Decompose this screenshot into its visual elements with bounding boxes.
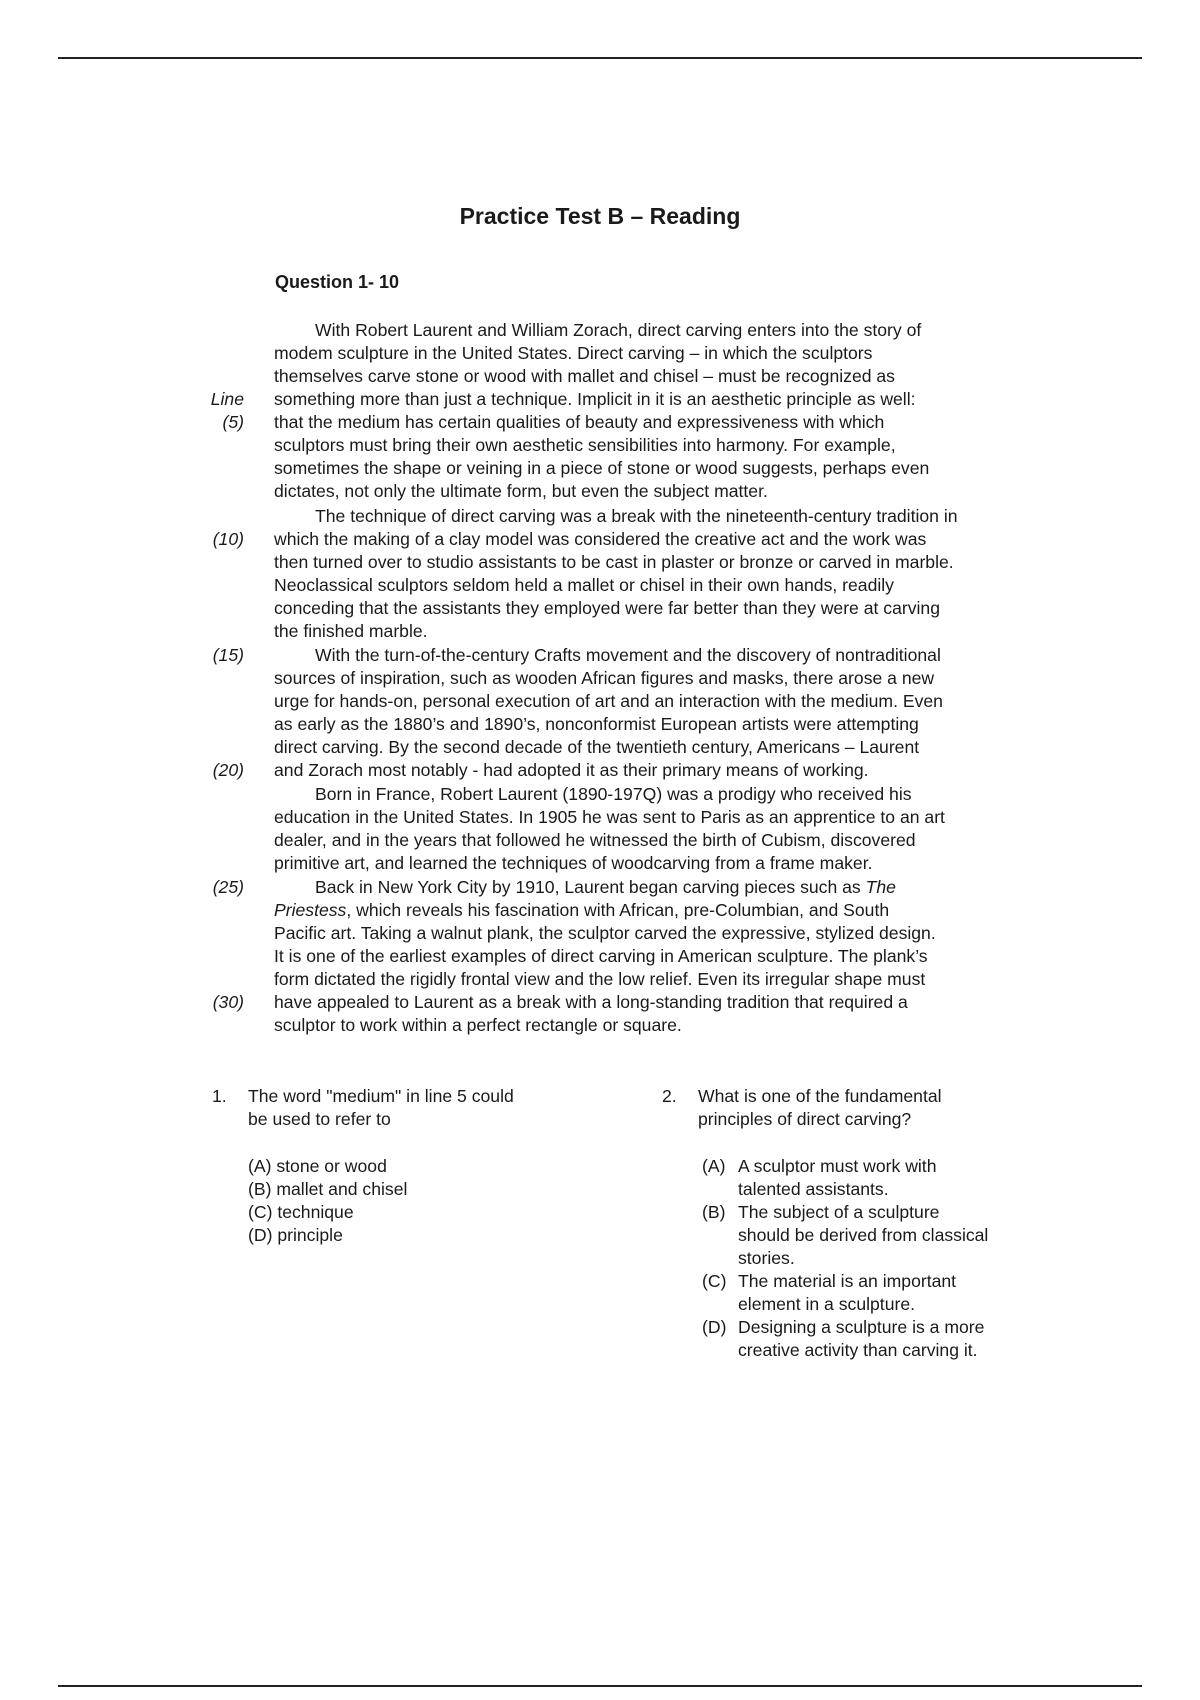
answer-option-c[interactable] — [248, 1201, 354, 1224]
option-text: element in a sculpture. — [738, 1294, 916, 1314]
passage-line: form dictated the rigidly frontal view and the low relief. Even its irregular shape must — [274, 969, 926, 989]
passage-line: conceding that the assistants they employed were far better than they were at carving — [274, 598, 941, 618]
passage-line: It is one of the earliest examples of direct carving in American sculpture. The plank’s — [274, 946, 928, 966]
page-title: Practice Test B – Reading — [459, 203, 741, 229]
passage-text: Back in New York City by 1910, Laurent began carving pieces such as — [315, 877, 866, 897]
passage-line: dealer, and in the years that followed he witnessed the birth of Cubism, discovered — [274, 830, 916, 850]
question-number: 1. — [212, 1086, 227, 1106]
option-text: The subject of a sculpture — [738, 1202, 940, 1222]
answer-option-b[interactable] — [248, 1178, 407, 1201]
question-text: The word "medium" in line 5 could — [248, 1086, 514, 1106]
option-label: (C) — [248, 1202, 273, 1222]
passage-line: as early as the 1880’s and 1890’s, nonconformist European artists were attempting — [274, 714, 919, 734]
option-text: stone or wood — [276, 1156, 387, 1176]
passage-line: something more than just a technique. Implicit in it is an aesthetic principle as well: — [274, 389, 916, 409]
passage-line: that the medium has certain qualities of beauty and expressiveness with which — [274, 412, 885, 432]
passage-line-with-title — [315, 876, 896, 899]
bottom-rule — [58, 1685, 1142, 1687]
option-label: (D) — [702, 1317, 727, 1337]
passage-line: themselves carve stone or wood with mallet and chisel – must be recognized as — [274, 366, 895, 386]
passage-line: Neoclassical sculptors seldom held a mallet or chisel in their own hands, readily — [274, 575, 894, 595]
section-heading: Question 1- 10 — [275, 272, 400, 292]
passage-line: primitive art, and learned the techniques of woodcarving from a frame maker. — [274, 853, 873, 873]
passage-line: direct carving. By the second decade of the twentieth century, Americans – Laurent — [274, 737, 920, 757]
option-text: mallet and chisel — [276, 1179, 408, 1199]
line-marker-5: (5) — [222, 412, 244, 432]
question-text: be used to refer to — [248, 1109, 391, 1129]
passage-line: sources of inspiration, such as wooden African figures and masks, there arose a new — [274, 668, 935, 688]
option-label: (A) — [702, 1156, 726, 1176]
artwork-title: The — [865, 877, 896, 897]
answer-option-a[interactable] — [248, 1155, 387, 1178]
artwork-title: Priestess — [274, 900, 347, 920]
line-marker-10: (10) — [212, 529, 244, 549]
passage-line: With the turn-of-the-century Crafts movement and the discovery of nontraditional — [315, 645, 941, 665]
option-text: The material is an important — [738, 1271, 957, 1291]
question-text: principles of direct carving? — [698, 1109, 912, 1129]
passage-line: sculptor to work within a perfect rectangle or square. — [274, 1015, 682, 1035]
passage-line: sometimes the shape or veining in a piece of stone or wood suggests, perhaps even — [274, 458, 930, 478]
passage-line: the finished marble. — [274, 621, 428, 641]
line-marker-20: (20) — [212, 760, 244, 780]
option-label: (D) — [248, 1225, 273, 1245]
option-text: talented assistants. — [738, 1179, 889, 1199]
passage-line: The technique of direct carving was a break with the nineteenth-century tradition in — [315, 506, 958, 526]
passage-line: With Robert Laurent and William Zorach, direct carving enters into the story of — [315, 320, 922, 340]
passage-text: , which reveals his fascination with African, pre-Columbian, and South — [346, 900, 890, 920]
passage-line: Pacific art. Taking a walnut plank, the sculptor carved the expressive, stylized design. — [274, 923, 936, 943]
passage-line: which the making of a clay model was considered the creative act and the work was — [274, 529, 927, 549]
passage-line: and Zorach most notably - had adopted it as their primary means of working. — [274, 760, 869, 780]
option-text: should be derived from classical — [738, 1225, 989, 1245]
passage-line: then turned over to studio assistants to be cast in plaster or bronze or carved in marble. — [274, 552, 954, 572]
option-text: creative activity than carving it. — [738, 1340, 978, 1360]
question-number: 2. — [662, 1086, 677, 1106]
passage-line: urge for hands-on, personal execution of art and an interaction with the medium. Even — [274, 691, 943, 711]
option-label: (B) — [702, 1202, 726, 1222]
answer-option-d[interactable] — [248, 1224, 343, 1247]
option-text: Designing a sculpture is a more — [738, 1317, 985, 1337]
passage-line: Born in France, Robert Laurent (1890-197Q) was a prodigy who received his — [315, 784, 912, 804]
option-text: stories. — [738, 1248, 795, 1268]
line-marker-30: (30) — [212, 992, 244, 1012]
passage-line: dictates, not only the ultimate form, but even the subject matter. — [274, 481, 768, 501]
top-rule — [58, 57, 1142, 59]
option-text: principle — [277, 1225, 343, 1245]
passage-line: modem sculpture in the United States. Direct carving – in which the sculptors — [274, 343, 873, 363]
line-marker-25: (25) — [212, 877, 244, 897]
option-text: technique — [277, 1202, 354, 1222]
line-marker-15: (15) — [212, 645, 244, 665]
passage-line: education in the United States. In 1905 he was sent to Paris as an apprentice to an art — [274, 807, 945, 827]
option-label: (A) — [248, 1156, 272, 1176]
line-marker-label: Line — [210, 389, 244, 409]
passage-line-with-title — [274, 899, 889, 922]
option-text: A sculptor must work with — [738, 1156, 937, 1176]
passage-line: have appealed to Laurent as a break with a long-standing tradition that required a — [274, 992, 908, 1012]
option-label: (B) — [248, 1179, 272, 1199]
option-label: (C) — [702, 1271, 727, 1291]
question-text: What is one of the fundamental — [698, 1086, 942, 1106]
passage-line: sculptors must bring their own aesthetic sensibilities into harmony. For example, — [274, 435, 896, 455]
